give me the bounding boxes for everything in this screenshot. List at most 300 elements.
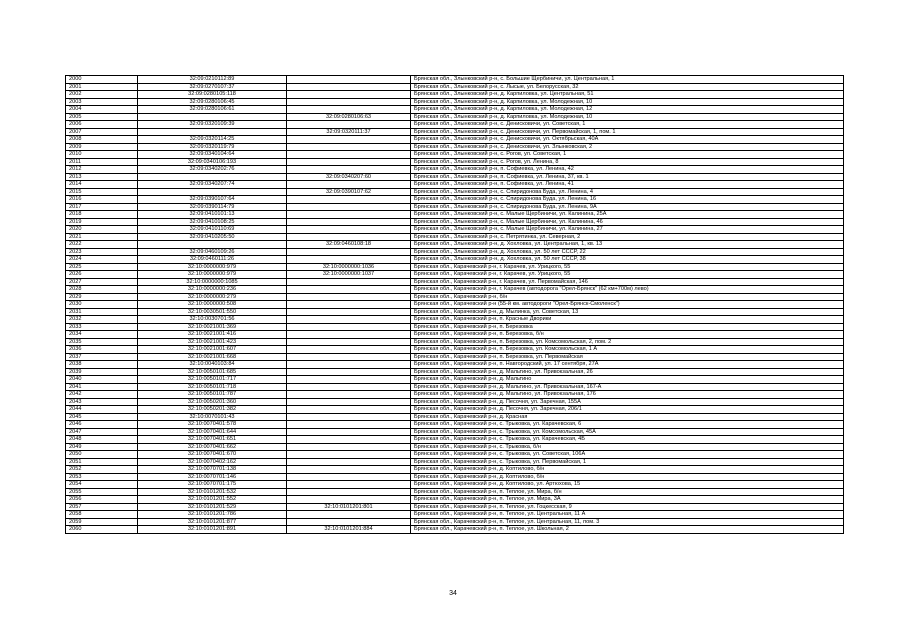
related-cadastral-number-cell — [287, 398, 411, 406]
cadastral-number-cell: 32:10:0000000:508 — [138, 301, 287, 309]
related-cadastral-number-cell — [287, 443, 411, 451]
table-row — [66, 361, 844, 369]
related-cadastral-number-cell: 32:10:0000000:1037 — [287, 271, 411, 279]
address-cell: Брянская обл., Карачевский р-н, п. Теплое, ул. Гоцкесская, 9 — [411, 503, 844, 511]
address-cell: Брянская обл., Злынковский р-н, с. Лысые, ул. Белорусская, 32 — [411, 83, 844, 91]
table-row — [66, 323, 844, 331]
cadastral-number-cell: 32:09:0320119:79 — [138, 143, 287, 151]
row-number-cell: 2022 — [66, 241, 138, 249]
table-row — [66, 526, 844, 534]
table-row — [66, 203, 844, 211]
cadastral-number-cell: 32:09:0280106:45 — [138, 98, 287, 106]
row-number-cell: 2037 — [66, 353, 138, 361]
table-row — [66, 511, 844, 519]
cadastral-number-cell: 32:10:0101201:877 — [138, 518, 287, 526]
row-number-cell: 2008 — [66, 136, 138, 144]
related-cadastral-number-cell — [287, 293, 411, 301]
address-cell: Брянская обл., Карачевский р-н, с. Трыковка, ул. Советская, 106А — [411, 451, 844, 459]
address-cell: Брянская обл., Карачевский р-н, б/н — [411, 293, 844, 301]
table-row — [66, 76, 844, 84]
row-number-cell: 2027 — [66, 278, 138, 286]
related-cadastral-number-cell — [287, 346, 411, 354]
table-row — [66, 218, 844, 226]
table-row — [66, 256, 844, 264]
address-cell: Брянская обл., Карачевский р-н, д. Мальтино, ул. Привокзальная, 176 — [411, 391, 844, 399]
row-number-cell: 2029 — [66, 293, 138, 301]
row-number-cell: 2059 — [66, 518, 138, 526]
related-cadastral-number-cell — [287, 413, 411, 421]
related-cadastral-number-cell — [287, 301, 411, 309]
table-row — [66, 143, 844, 151]
address-cell: Брянская обл., Карачевский р-н, п. Теплое, ул. Центральная, 11 А — [411, 511, 844, 519]
address-cell: Брянская обл., Злынковский р-н, с. Денисковичи, ул. Советская, 1 — [411, 121, 844, 129]
row-number-cell: 2000 — [66, 76, 138, 84]
row-number-cell: 2017 — [66, 203, 138, 211]
cadastral-number-cell: 32:10:0101201:529 — [138, 503, 287, 511]
address-cell: Брянская обл., Злынковский р-н, с. Большие Щербиничи, ул. Центральная, 1 — [411, 76, 844, 84]
table-row — [66, 136, 844, 144]
related-cadastral-number-cell — [287, 76, 411, 84]
related-cadastral-number-cell — [287, 391, 411, 399]
cadastral-number-cell: 32:10:0101201:552 — [138, 496, 287, 504]
cadastral-number-cell: 32:09:0280105:118 — [138, 91, 287, 99]
address-cell: Брянская обл., Карачевский р-н, с. Трыковка, ул. Первомайская, 1 — [411, 458, 844, 466]
related-cadastral-number-cell: 32:09:0390107:62 — [287, 188, 411, 196]
cadastral-number-cell: 32:10:0101201:532 — [138, 488, 287, 496]
table-row — [66, 451, 844, 459]
cadastral-number-cell: 32:10:0030701:56 — [138, 316, 287, 324]
address-cell: Брянская обл., Злынковский р-н, д. Хохловка, ул. 50 лет СССР, 22 — [411, 248, 844, 256]
cadastral-number-cell: 32:10:0070701:146 — [138, 473, 287, 481]
related-cadastral-number-cell: 32:09:0280106:63 — [287, 113, 411, 121]
row-number-cell: 2055 — [66, 488, 138, 496]
row-number-cell: 2051 — [66, 458, 138, 466]
address-cell: Брянская обл., Карачевский р-н, п. Березовка, ул. Комсомольская, 2, пом. 2 — [411, 338, 844, 346]
row-number-cell: 2041 — [66, 383, 138, 391]
row-number-cell: 2035 — [66, 338, 138, 346]
related-cadastral-number-cell — [287, 151, 411, 159]
table-row — [66, 376, 844, 384]
row-number-cell: 2052 — [66, 466, 138, 474]
cadastral-number-cell: 32:09:0320109:39 — [138, 121, 287, 129]
cadastral-number-cell: 32:10:0050101:718 — [138, 383, 287, 391]
cadastral-number-cell: 32:10:0101201:786 — [138, 511, 287, 519]
related-cadastral-number-cell — [287, 233, 411, 241]
related-cadastral-number-cell — [287, 406, 411, 414]
address-cell: Брянская обл., Карачевский р-н, д. Коптилово, б/н — [411, 466, 844, 474]
address-cell: Брянская обл., Злынковский р-н, д. Карпиловка, ул. Молодежная, 10 — [411, 98, 844, 106]
cadastral-number-cell: 32:10:0000000:1085 — [138, 278, 287, 286]
cadastral-number-cell: 32:09:0460109:26 — [138, 248, 287, 256]
cadastral-number-cell: 32:10:0070401:651 — [138, 436, 287, 444]
address-cell: Брянская обл., Злынковский р-н, с. Малые Щербиничи, ул. Калинина, 46 — [411, 218, 844, 226]
table-row — [66, 316, 844, 324]
table-row — [66, 338, 844, 346]
table-row — [66, 383, 844, 391]
related-cadastral-number-cell — [287, 203, 411, 211]
table-row — [66, 481, 844, 489]
table-row — [66, 278, 844, 286]
cadastral-number-cell: 32:09:0390107:64 — [138, 196, 287, 204]
cadastral-number-cell — [138, 128, 287, 136]
address-cell: Брянская обл., Карачевский р-н, д. Мальтино, ул. Привокзальная, 26 — [411, 368, 844, 376]
related-cadastral-number-cell — [287, 331, 411, 339]
cadastral-number-cell: 32:10:0021001:369 — [138, 323, 287, 331]
related-cadastral-number-cell — [287, 166, 411, 174]
cadastral-number-cell: 32:09:0340207:74 — [138, 181, 287, 189]
cadastral-number-cell: 32:10:0000000:279 — [138, 293, 287, 301]
table-row — [66, 181, 844, 189]
address-cell: Брянская обл., Злынковский р-н, с. Малые Щербиничи, ул. Калинина, 25А — [411, 211, 844, 219]
table-row — [66, 271, 844, 279]
related-cadastral-number-cell — [287, 308, 411, 316]
row-number-cell: 2018 — [66, 211, 138, 219]
row-number-cell: 2020 — [66, 226, 138, 234]
related-cadastral-number-cell — [287, 376, 411, 384]
related-cadastral-number-cell — [287, 496, 411, 504]
cadastral-number-cell: 32:10:0050101:787 — [138, 391, 287, 399]
address-cell: Брянская обл., Карачевский р-н, п. Теплое, ул. Мира, 3А — [411, 496, 844, 504]
row-number-cell: 2034 — [66, 331, 138, 339]
cadastral-number-cell: 32:10:0070402:162 — [138, 458, 287, 466]
row-number-cell: 2057 — [66, 503, 138, 511]
address-cell: Брянская обл., Карачевский р-н, д. Коптилово, б/н — [411, 473, 844, 481]
cadastral-number-cell: 32:10:0050201:360 — [138, 398, 287, 406]
related-cadastral-number-cell — [287, 323, 411, 331]
cadastral-number-cell: 32:10:0070401:578 — [138, 421, 287, 429]
related-cadastral-number-cell — [287, 436, 411, 444]
table-row — [66, 353, 844, 361]
table-row — [66, 421, 844, 429]
address-cell: Брянская обл., Злынковский р-н, п. Софиевка, ул. Ленина, 41 — [411, 181, 844, 189]
cadastral-number-cell: 32:09:0410108:25 — [138, 218, 287, 226]
table-row — [66, 151, 844, 159]
address-cell: Брянская обл., Карачевский р-н, д. Песочня, ул. Заречная, 155А — [411, 398, 844, 406]
cadastral-number-cell: 32:09:0210112:89 — [138, 76, 287, 84]
row-number-cell: 2004 — [66, 106, 138, 114]
row-number-cell: 2036 — [66, 346, 138, 354]
address-cell: Брянская обл., Карачевский р-н, д. Мылинка, ул. Советская, 13 — [411, 308, 844, 316]
address-cell: Брянская обл., Злынковский р-н, с. Спиридонова Буда, ул. Ленина, 4 — [411, 188, 844, 196]
row-number-cell: 2026 — [66, 271, 138, 279]
table-row — [66, 196, 844, 204]
table-row — [66, 233, 844, 241]
related-cadastral-number-cell — [287, 256, 411, 264]
row-number-cell: 2012 — [66, 166, 138, 174]
address-cell: Брянская обл., Злынковский р-н, д. Хохловка, ул. Центральная, 1, кв. 13 — [411, 241, 844, 249]
address-cell: Брянская обл., Карачевский р-н, д. Красная — [411, 413, 844, 421]
row-number-cell: 2011 — [66, 158, 138, 166]
table-row — [66, 413, 844, 421]
table-row — [66, 128, 844, 136]
cadastral-number-cell: 32:09:0340104:64 — [138, 151, 287, 159]
table-row — [66, 346, 844, 354]
table-row — [66, 301, 844, 309]
row-number-cell: 2040 — [66, 376, 138, 384]
row-number-cell: 2046 — [66, 421, 138, 429]
related-cadastral-number-cell — [287, 368, 411, 376]
table-row — [66, 443, 844, 451]
cadastral-number-cell: 32:09:0270107:37 — [138, 83, 287, 91]
related-cadastral-number-cell — [287, 353, 411, 361]
cadastral-number-cell: 32:09:0340106:193 — [138, 158, 287, 166]
cadastral-number-cell: 32:10:0000000:979 — [138, 263, 287, 271]
address-cell: Брянская обл., Карачевский р-н, п. Теплое, ул. Мира, б/н — [411, 488, 844, 496]
address-cell: Брянская обл., Злынковский р-н, с. Денисковичи, ул. Первомайская, 1, пом. 1 — [411, 128, 844, 136]
row-number-cell: 2045 — [66, 413, 138, 421]
table-row — [66, 488, 844, 496]
cadastral-number-cell: 32:10:0040103:84 — [138, 361, 287, 369]
table-body — [66, 76, 844, 534]
cadastral-number-cell: 32:10:0070401:670 — [138, 451, 287, 459]
related-cadastral-number-cell — [287, 361, 411, 369]
address-cell: Брянская обл., Карачевский р-н, д. Мальтино, ул. Привокзальная, 167-А — [411, 383, 844, 391]
address-cell: Брянская обл., Карачевский р-н, г. Карачев, ул. Урицкого, 55 — [411, 263, 844, 271]
table-row — [66, 263, 844, 271]
related-cadastral-number-cell — [287, 451, 411, 459]
related-cadastral-number-cell — [287, 248, 411, 256]
related-cadastral-number-cell — [287, 511, 411, 519]
cadastral-number-cell: 32:10:0021001:423 — [138, 338, 287, 346]
row-number-cell: 2054 — [66, 481, 138, 489]
related-cadastral-number-cell — [287, 91, 411, 99]
cadastral-number-cell: 32:10:0000000:236 — [138, 286, 287, 294]
cadastral-number-cell: 32:09:0390114:79 — [138, 203, 287, 211]
table-row — [66, 391, 844, 399]
related-cadastral-number-cell — [287, 428, 411, 436]
row-number-cell: 2058 — [66, 511, 138, 519]
cadastral-number-cell: 32:10:0050101:685 — [138, 368, 287, 376]
address-cell: Брянская обл., Карачевский р-н, п. Теплое, ул. Школьная, 2 — [411, 526, 844, 534]
table-row — [66, 458, 844, 466]
table-row — [66, 248, 844, 256]
table-row — [66, 98, 844, 106]
row-number-cell: 2028 — [66, 286, 138, 294]
row-number-cell: 2009 — [66, 143, 138, 151]
cadastral-number-cell — [138, 113, 287, 121]
address-cell: Брянская обл., Карачевский р-н, п. Березовка, ул. Комсомольская, 1 А — [411, 346, 844, 354]
records-table-container — [65, 75, 843, 534]
address-cell: Брянская обл., Карачевский р-н, п. Березовка, б/н — [411, 331, 844, 339]
address-cell: Брянская обл., Карачевский р-н, п. Навгородский, ул. 17 сентября, 27А — [411, 361, 844, 369]
row-number-cell: 2047 — [66, 428, 138, 436]
row-number-cell: 2016 — [66, 196, 138, 204]
related-cadastral-number-cell — [287, 226, 411, 234]
table-row — [66, 83, 844, 91]
related-cadastral-number-cell: 32:09:0460108:18 — [287, 241, 411, 249]
cadastral-number-cell: 32:10:0070701:138 — [138, 466, 287, 474]
address-cell: Брянская обл., Карачевский р-н, г. Карачев (автодорога "Орел-Брянск" (62 км+700м) лево) — [411, 286, 844, 294]
row-number-cell: 2044 — [66, 406, 138, 414]
row-number-cell: 2049 — [66, 443, 138, 451]
table-row — [66, 211, 844, 219]
related-cadastral-number-cell: 32:10:0101201:884 — [287, 526, 411, 534]
cadastral-number-cell: 32:10:0030501:550 — [138, 308, 287, 316]
row-number-cell: 2003 — [66, 98, 138, 106]
address-cell: Брянская обл., Злынковский р-н, д. Карпиловка, ул. Молодежная, 12 — [411, 106, 844, 114]
table-row — [66, 428, 844, 436]
row-number-cell: 2032 — [66, 316, 138, 324]
cadastral-number-cell: 32:10:0070401:662 — [138, 443, 287, 451]
address-cell: Брянская обл., Карачевский р-н, д. Песочня, ул. Заречная, 206/1 — [411, 406, 844, 414]
records-table — [65, 75, 844, 534]
page-number: 34 — [449, 590, 457, 597]
address-cell: Брянская обл., Злынковский р-н, с. Денисковичи, ул. Октябрьская, 40А — [411, 136, 844, 144]
table-row — [66, 106, 844, 114]
address-cell: Брянская обл., Карачевский р-н (55-й км. автодороги "Орел-Брянск-Смоленск") — [411, 301, 844, 309]
cadastral-number-cell: 32:09:0410205:50 — [138, 233, 287, 241]
related-cadastral-number-cell — [287, 466, 411, 474]
row-number-cell: 2013 — [66, 173, 138, 181]
related-cadastral-number-cell — [287, 106, 411, 114]
row-number-cell: 2019 — [66, 218, 138, 226]
address-cell: Брянская обл., Злынковский р-н, с. Рогов, ул. Ленина, 8 — [411, 158, 844, 166]
related-cadastral-number-cell — [287, 383, 411, 391]
related-cadastral-number-cell: 32:10:0000000:1036 — [287, 263, 411, 271]
related-cadastral-number-cell — [287, 481, 411, 489]
address-cell: Брянская обл., Карачевский р-н, г. Карачев, ул. Урицкого, 55 — [411, 271, 844, 279]
row-number-cell: 2033 — [66, 323, 138, 331]
table-row — [66, 368, 844, 376]
address-cell: Брянская обл., Злынковский р-н, п. Софиевка, ул. Ленина, 37, кв. 1 — [411, 173, 844, 181]
address-cell: Брянская обл., Карачевский р-н, п. Березовка — [411, 323, 844, 331]
table-row — [66, 496, 844, 504]
cadastral-number-cell: 32:09:0410110:69 — [138, 226, 287, 234]
table-row — [66, 286, 844, 294]
related-cadastral-number-cell — [287, 98, 411, 106]
related-cadastral-number-cell — [287, 136, 411, 144]
table-row — [66, 473, 844, 481]
row-number-cell: 2005 — [66, 113, 138, 121]
cadastral-number-cell: 32:10:0070101:43 — [138, 413, 287, 421]
related-cadastral-number-cell: 32:10:0101201:801 — [287, 503, 411, 511]
cadastral-number-cell: 32:10:0021001:668 — [138, 353, 287, 361]
address-cell: Брянская обл., Злынковский р-н, д. Карпиловка, ул. Молодежная, 10 — [411, 113, 844, 121]
cadastral-number-cell: 32:10:0101201:891 — [138, 526, 287, 534]
row-number-cell: 2056 — [66, 496, 138, 504]
related-cadastral-number-cell — [287, 181, 411, 189]
cadastral-number-cell: 32:10:0050201:382 — [138, 406, 287, 414]
table-row — [66, 308, 844, 316]
table-row — [66, 121, 844, 129]
address-cell: Брянская обл., Карачевский р-н, с. Трыковка, ул. Карачевская, 6 — [411, 421, 844, 429]
related-cadastral-number-cell — [287, 196, 411, 204]
table-row — [66, 406, 844, 414]
address-cell: Брянская обл., Карачевский р-н, с. Трыковка, ул. Комсомольская, 45А — [411, 428, 844, 436]
related-cadastral-number-cell — [287, 473, 411, 481]
address-cell: Брянская обл., Злынковский р-н, п. Софиевка, ул. Ленина, 42 — [411, 166, 844, 174]
row-number-cell: 2015 — [66, 188, 138, 196]
related-cadastral-number-cell — [287, 488, 411, 496]
row-number-cell: 2050 — [66, 451, 138, 459]
related-cadastral-number-cell: 32:09:0320111:37 — [287, 128, 411, 136]
address-cell: Брянская обл., Карачевский р-н, д. Мальтино — [411, 376, 844, 384]
row-number-cell: 2014 — [66, 181, 138, 189]
cadastral-number-cell: 32:09:0460111:26 — [138, 256, 287, 264]
row-number-cell: 2039 — [66, 368, 138, 376]
table-row — [66, 241, 844, 249]
cadastral-number-cell: 32:10:0021001:607 — [138, 346, 287, 354]
table-row — [66, 518, 844, 526]
address-cell: Брянская обл., Злынковский р-н, д. Карпиловка, ул. Центральная, 51 — [411, 91, 844, 99]
address-cell: Брянская обл., Злынковский р-н, с. Петрятинка, ул. Северная, 2 — [411, 233, 844, 241]
row-number-cell: 2030 — [66, 301, 138, 309]
address-cell: Брянская обл., Карачевский р-н, п. Березовка, ул. Первомайская — [411, 353, 844, 361]
related-cadastral-number-cell — [287, 121, 411, 129]
row-number-cell: 2060 — [66, 526, 138, 534]
address-cell: Брянская обл., Карачевский р-н, г. Карачев, ул. Первомайская, 146 — [411, 278, 844, 286]
table-row — [66, 331, 844, 339]
address-cell: Брянская обл., Злынковский р-н, с. Малые Щербиничи, ул. Калинина, 27 — [411, 226, 844, 234]
cadastral-number-cell: 32:09:0280106:61 — [138, 106, 287, 114]
cadastral-number-cell: 32:09:0320114:25 — [138, 136, 287, 144]
related-cadastral-number-cell — [287, 143, 411, 151]
cadastral-number-cell: 32:10:0021001:416 — [138, 331, 287, 339]
table-row — [66, 91, 844, 99]
row-number-cell: 2006 — [66, 121, 138, 129]
table-row — [66, 226, 844, 234]
row-number-cell: 2002 — [66, 91, 138, 99]
table-row — [66, 398, 844, 406]
row-number-cell: 2010 — [66, 151, 138, 159]
table-row — [66, 188, 844, 196]
table-row — [66, 503, 844, 511]
related-cadastral-number-cell — [287, 458, 411, 466]
related-cadastral-number-cell — [287, 316, 411, 324]
address-cell: Брянская обл., Карачевский р-н, п. Теплое, ул. Центральная, 11, пом. 3 — [411, 518, 844, 526]
table-row — [66, 293, 844, 301]
table-row — [66, 166, 844, 174]
cadastral-number-cell: 32:09:0410101:13 — [138, 211, 287, 219]
cadastral-number-cell: 32:10:0070401:644 — [138, 428, 287, 436]
table-row — [66, 113, 844, 121]
row-number-cell: 2048 — [66, 436, 138, 444]
row-number-cell: 2025 — [66, 263, 138, 271]
table-row — [66, 158, 844, 166]
row-number-cell: 2053 — [66, 473, 138, 481]
table-row — [66, 436, 844, 444]
cadastral-number-cell: 32:09:0340202:76 — [138, 166, 287, 174]
table-row — [66, 466, 844, 474]
row-number-cell: 2038 — [66, 361, 138, 369]
address-cell: Брянская обл., Злынковский р-н, с. Спиридонова Буда, ул. Ленина, 16 — [411, 196, 844, 204]
cadastral-number-cell — [138, 188, 287, 196]
address-cell: Брянская обл., Злынковский р-н, д. Хохловка, ул. 50 лет СССР, 38 — [411, 256, 844, 264]
address-cell: Брянская обл., Злынковский р-н, с. Рогов, ул. Советская, 1 — [411, 151, 844, 159]
row-number-cell: 2007 — [66, 128, 138, 136]
related-cadastral-number-cell — [287, 421, 411, 429]
row-number-cell: 2031 — [66, 308, 138, 316]
related-cadastral-number-cell — [287, 158, 411, 166]
table-row — [66, 173, 844, 181]
cadastral-number-cell: 32:10:0070701:175 — [138, 481, 287, 489]
row-number-cell: 2024 — [66, 256, 138, 264]
address-cell: Брянская обл., Карачевский р-н, с. Трыковка, б/н — [411, 443, 844, 451]
address-cell: Брянская обл., Карачевский р-н, п. Красные Дворики — [411, 316, 844, 324]
row-number-cell: 2043 — [66, 398, 138, 406]
address-cell: Брянская обл., Злынковский р-н, с. Денисковичи, ул. Злынковская, 2 — [411, 143, 844, 151]
address-cell: Брянская обл., Злынковский р-н, с. Спиридонова Буда, ул. Ленина, 9А — [411, 203, 844, 211]
row-number-cell: 2001 — [66, 83, 138, 91]
row-number-cell: 2021 — [66, 233, 138, 241]
address-cell: Брянская обл., Карачевский р-н, с. Трыковка, ул. Карачевская, 4Б — [411, 436, 844, 444]
row-number-cell: 2042 — [66, 391, 138, 399]
address-cell: Брянская обл., Карачевский р-н, д. Коптилово, ул. Артюхова, 15 — [411, 481, 844, 489]
related-cadastral-number-cell — [287, 286, 411, 294]
cadastral-number-cell: 32:10:0050101:717 — [138, 376, 287, 384]
related-cadastral-number-cell — [287, 211, 411, 219]
cadastral-number-cell: 32:10:0000000:979 — [138, 271, 287, 279]
